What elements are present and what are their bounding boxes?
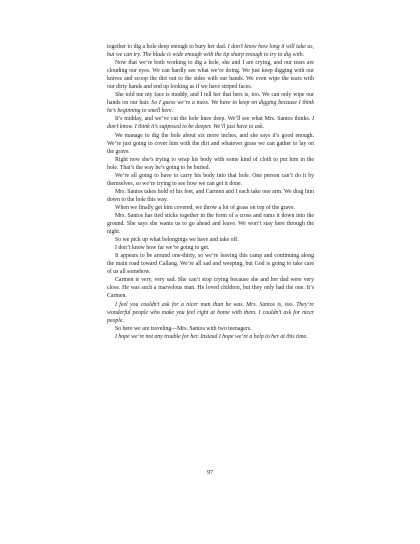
- body-text: [107, 43, 314, 341]
- text-run: When we finally get him covered, we throw a lot of grass on top of the grave.: [115, 204, 295, 211]
- paragraph: [107, 212, 314, 236]
- paragraph: [107, 172, 314, 188]
- text-run: Now that we’re both working to dig a hole, she and I are crying, and our tears are clouding our eyes. We can hardly see what we’re doing. We just keep digging with our knives and scoop the dirt out to the sides with our hands. We even wipe the tears with our dirty hands and end up looking as if we have striped faces.: [107, 60, 314, 91]
- page-number: 97: [207, 470, 213, 476]
- paragraph: [107, 188, 314, 204]
- text-run: So we pick up what belongings we have and take off.: [115, 237, 239, 244]
- paragraph: [107, 91, 314, 115]
- text-run: together to dig a hole deep enough to bury her dad.: [107, 44, 228, 50]
- paragraph: [107, 333, 314, 341]
- text-run: Carmen is very, very sad. She can’t stop crying because she and her dad were very close. He was such a marvelous man. He loved children, but they only had the one. It’s Carmen.: [107, 277, 314, 300]
- italic-text-run: So I guess we’re a mess. We have to keep on digging because I think he’s beginning to smell here.: [107, 100, 314, 115]
- text-run: We’re all going to have to carry his body into that hole. One person can’t do it by themselves, so we’re trying to see how we can get it done.: [107, 172, 314, 187]
- text-run: So here we are traveling—Mrs. Santos with two teenagers.: [115, 325, 252, 332]
- paragraph: [107, 204, 314, 212]
- text-run: Mrs. Santos takes hold of his feet, and Carmen and I each take one arm. We drag him down to the hole this way.: [107, 188, 314, 203]
- italic-text-run: I don’t know. I think it’s supposed to be deeper. We’ll just have to ask.: [107, 116, 314, 131]
- paragraph: [107, 252, 314, 276]
- paragraph: [107, 43, 314, 59]
- paragraph: [107, 236, 314, 244]
- text-run: I don’t know how far we’re going to get.: [115, 245, 210, 252]
- paragraph: [107, 132, 314, 156]
- paragraph: [107, 325, 314, 333]
- paragraph: [107, 301, 314, 325]
- italic-text-run: I hope we’re not any trouble for her. Instead I hope we’re a help to her at this time.: [115, 333, 308, 340]
- paragraph: [107, 276, 314, 300]
- text-run: It appears to be around one-thirty, so we’re leaving this camp and continuing along the main road toward Callang. We’re all sad and weeping, but God is going to take care of us all somehow.: [107, 253, 314, 276]
- text-run: We manage to dig the hole about six more inches, and she says it’s good enough. We’re just going to cover him with the dirt and whatever grass we can gather to lay on the grave.: [107, 132, 314, 155]
- paragraph: [107, 244, 314, 252]
- text-run: Right now she’s trying to wrap his body with some kind of cloth to put him in the hole. That’s the way he’s going to be buried.: [107, 156, 314, 171]
- italic-text-run: I feel you couldn’t ask for a nicer man than he was. Mrs. Santos is, too. They’re wonderful people who make you feel right at home with them. I couldn’t ask for nicer people.: [107, 301, 314, 324]
- italic-text-run: I don’t know how long it will take us, but we can try. The blade is wide enough with the tip sharp enough to try to dig with.: [107, 44, 314, 59]
- text-run: Mrs. Santos has tied sticks together in the form of a cross and rams it down into the ground. She says she wants us to go ahead and leave. We won’t stay here through the night.: [107, 212, 314, 236]
- text-run: It’s midday, and we’ve cut the hole knee deep. We’ll see what Mrs. Santos thinks.: [115, 116, 313, 123]
- paragraph: [107, 156, 314, 172]
- text-run: She told me my face is muddy, and I tell her that hers is, too. We can only wipe our hands on our hair.: [107, 92, 314, 107]
- paragraph: [107, 115, 314, 131]
- paragraph: [107, 59, 314, 91]
